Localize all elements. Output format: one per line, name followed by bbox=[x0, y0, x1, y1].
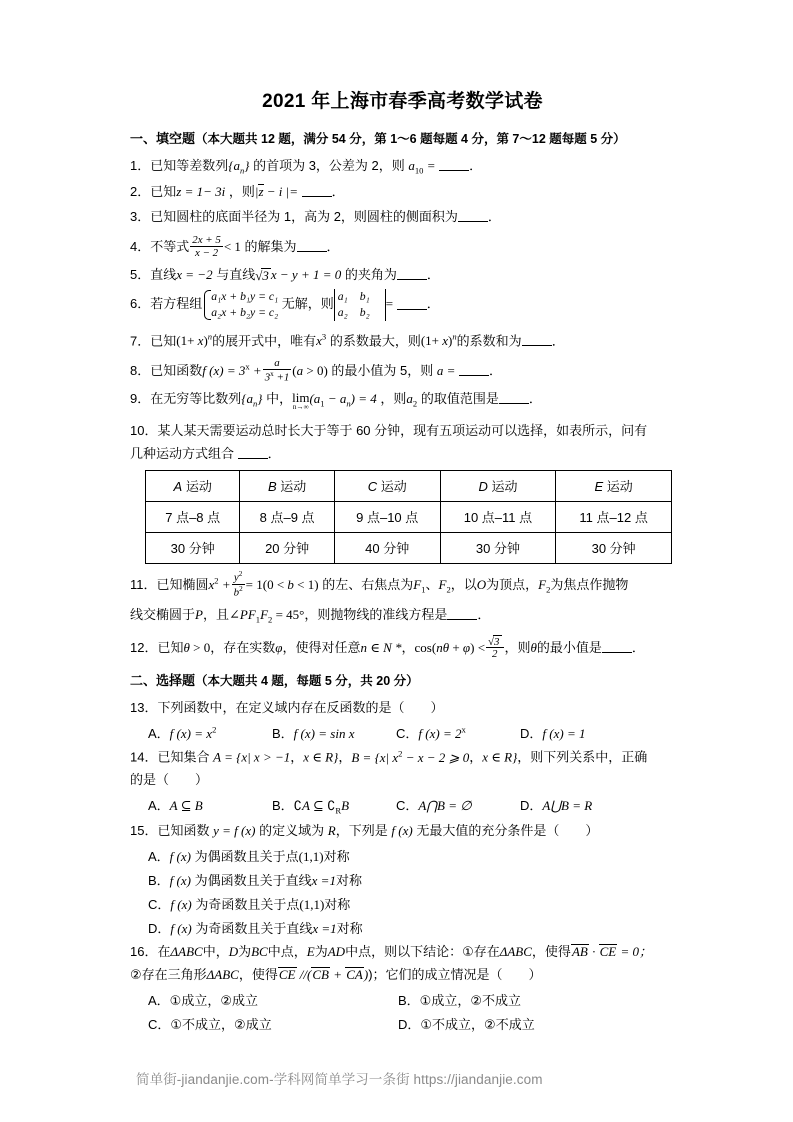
q2-number: 2． bbox=[130, 184, 151, 200]
vector-ca: CA bbox=[346, 966, 363, 982]
q14-line2: 的是 bbox=[130, 771, 157, 787]
q11-number: 11． bbox=[130, 577, 157, 593]
table-cell-duration-1: 20 分钟 bbox=[240, 533, 334, 564]
q4-text-2: 的解集为 bbox=[244, 238, 297, 254]
q15-option-c[interactable]: C．f (x) 为奇函数且关于点(1,1)对称 bbox=[148, 897, 351, 913]
q7-text-2: 的展开式中，唯有 bbox=[212, 333, 317, 349]
question-15-options bbox=[130, 845, 675, 941]
q5-number: 5． bbox=[130, 267, 151, 283]
q12-text-4: ， bbox=[401, 639, 415, 655]
question-1: 1．已知等差数列$\{a_n\}$ 的首项为 3，公差为 2，则 $a_{10}$ = ． bbox=[130, 157, 483, 176]
q7-tail: ． bbox=[551, 333, 565, 349]
q14-option-d[interactable]: D．A⋃B = R bbox=[520, 798, 593, 814]
vector-ce: CE bbox=[599, 944, 617, 960]
table-row-times bbox=[146, 502, 672, 533]
q8-fraction: $\frac{a}{3^x +1}$ bbox=[264, 356, 290, 384]
question-4 bbox=[130, 232, 675, 261]
q3-answer-blank[interactable] bbox=[458, 221, 488, 222]
section-heading-multiple-choice bbox=[130, 671, 675, 691]
q3-number: 3． bbox=[130, 209, 151, 225]
footer-watermark: 简单街-jiandanjie.com-学科网简单学习一条街 https://jiandanjie.com bbox=[136, 1072, 543, 1087]
page-title: 2021 年上海市春季高考数学试卷 bbox=[262, 91, 543, 112]
q2-answer-blank[interactable] bbox=[302, 196, 332, 197]
q9-answer-blank[interactable] bbox=[499, 403, 529, 404]
q8-text-1: 已知函数 bbox=[150, 362, 203, 378]
q8-tail: ． bbox=[489, 362, 503, 378]
section-heading-fill-in-blank bbox=[130, 129, 675, 149]
q15-stem-d: 无最大值的充分条件是 bbox=[416, 822, 547, 838]
q6-tail: ． bbox=[426, 296, 440, 312]
q7-answer-blank[interactable] bbox=[522, 345, 552, 346]
q11-text-1: 已知椭圆 bbox=[156, 577, 209, 593]
q12-number: 12． bbox=[130, 639, 158, 655]
table-row-durations bbox=[146, 533, 672, 564]
q6-text-1: 若方程组 bbox=[150, 296, 203, 312]
section2-scoring: （本大题共 4 题，每题 5 分，共 20 分） bbox=[195, 674, 419, 689]
q7-number: 7． bbox=[130, 333, 151, 349]
q14-stem-a: 已知集合 bbox=[157, 749, 210, 765]
q10-tail: ． bbox=[267, 445, 281, 461]
q11-text-5: 为焦点作抛物 bbox=[550, 577, 629, 593]
q15-stem-c: ，下列是 bbox=[335, 822, 388, 838]
q11-line2-c: ，则抛物线的准线方程是 bbox=[304, 606, 448, 622]
q1-answer-blank[interactable] bbox=[439, 170, 469, 171]
q6-text-2: 无解，则 bbox=[281, 296, 334, 312]
q11-text-2: 的左、右焦点为 bbox=[322, 577, 414, 593]
q3-text: 已知圆柱的底面半径为 1，高为 2，则圆柱的侧面积为 bbox=[150, 209, 458, 225]
q11-text-4: 为顶点， bbox=[486, 577, 539, 593]
q14-option-b[interactable]: B．∁A ⊆ $∁_RB$ bbox=[272, 794, 396, 819]
table-cell-duration-3: 30 分钟 bbox=[440, 533, 556, 564]
table-cell-header-4: E 运动 bbox=[556, 471, 672, 502]
q7-text-4: 的系数和为 bbox=[456, 333, 522, 349]
question-5: 5．直线x = −2 与直线√3 x − y + 1 = 0 的夹角为 ． bbox=[130, 264, 675, 286]
q10-text-line2: 几种运动方式组合 bbox=[130, 445, 235, 461]
q12-text-5: ，则 bbox=[504, 639, 531, 655]
q9-text-3: ，则 bbox=[380, 390, 407, 406]
question-11: 11．已知椭圆$x^2$ + $\frac{y^2}{b^2}$ = 1(0 < b < 1) 的左、右焦点为$F_1$、$F_2$，以O为顶点，$F_2$为焦点作抛物 线交椭圆于P，且$\angle PF_1F_2 = 45^\circ$，则抛物线的准线方程是 ． bbox=[130, 570, 629, 625]
question-13 bbox=[130, 697, 675, 719]
q9-limit: lim n→∞ bbox=[292, 390, 310, 412]
question-6 bbox=[130, 289, 675, 321]
q13-option-d[interactable]: D．f (x) = 1 bbox=[520, 726, 586, 742]
q8-number: 8． bbox=[130, 362, 151, 378]
q7-text-1: 已知 bbox=[150, 333, 177, 349]
q5-text-3: 的夹角为 bbox=[344, 267, 397, 283]
q6-number: 6． bbox=[130, 296, 151, 312]
q15-stem-a: 已知函数 bbox=[157, 822, 210, 838]
question-16-options bbox=[130, 989, 675, 1037]
q6-equals: = bbox=[385, 296, 394, 312]
q14-answer-paren[interactable]: （ ） bbox=[156, 771, 209, 787]
vector-cb: CB bbox=[312, 966, 329, 982]
q9-text-1: 在无穷等比数列 bbox=[150, 390, 242, 406]
question-9: 9．在无穷等比数列$\{a_n\}$ 中， lim n→∞ $(a_1 - a_n) = 4$ ，则$a_2$ 的取值范围是 ． bbox=[130, 390, 542, 412]
table-cell-header-3: D 运动 bbox=[440, 471, 556, 502]
q13-option-c[interactable]: C．f $(x) = 2^x$ bbox=[396, 724, 466, 742]
q5-answer-blank[interactable] bbox=[397, 279, 427, 280]
q11-line2-b: ，且 bbox=[202, 606, 229, 622]
table-cell-time-3: 10 点–11 点 bbox=[440, 502, 556, 533]
q10-text-line1: 某人某天需要运动总时长大于等于 60 分钟，现有五项运动可以选择，如表所示，问有 bbox=[157, 423, 648, 439]
q12-tail: ． bbox=[631, 639, 645, 655]
q16-option-a[interactable]: A．①成立，②成立 bbox=[148, 993, 258, 1008]
q5-text-1: 直线 bbox=[150, 267, 177, 283]
q15-answer-paren[interactable]: （ ） bbox=[546, 822, 599, 838]
table-cell-time-4: 11 点–12 点 bbox=[556, 502, 672, 533]
q12-fraction: $\frac{√3}{2}$ bbox=[486, 634, 503, 660]
q5-tail: ． bbox=[426, 267, 440, 283]
q1-number: 1． bbox=[130, 157, 151, 173]
q13-option-b[interactable]: B．f (x) = sin x bbox=[272, 726, 355, 742]
q4-tail: ． bbox=[326, 238, 340, 254]
q15-option-b[interactable]: B．f (x) 为偶函数且关于直线x =1对称 bbox=[148, 873, 362, 889]
q15-option-d[interactable]: D．f (x) 为奇函数且关于直线x =1对称 bbox=[148, 921, 363, 937]
section2-label: 二、选择题 bbox=[130, 673, 196, 689]
question-2: 2．已知z = 1− 3i ，则|z − i |= ． bbox=[130, 184, 345, 200]
q14-stem-b: ，则下列关系中，正确 bbox=[517, 749, 648, 765]
q1-text-2: 的首项为 3，公差为 2，则 bbox=[253, 157, 405, 173]
q11-answer-blank[interactable] bbox=[447, 619, 477, 620]
q14-number: 14． bbox=[130, 749, 158, 765]
q12-answer-blank[interactable] bbox=[602, 652, 632, 653]
q9-text-4: 的取值范围是 bbox=[420, 390, 499, 406]
q4-text-1: 不等式 bbox=[150, 238, 190, 254]
table-cell-duration-0: 30 分钟 bbox=[146, 533, 240, 564]
q13-option-a[interactable]: A．f $(x) = x^2$ bbox=[148, 724, 217, 742]
q15-number: 15． bbox=[130, 822, 158, 838]
q2-tail: ． bbox=[331, 184, 345, 200]
q11-text-3: ，以 bbox=[450, 577, 477, 593]
q4-answer-blank[interactable] bbox=[297, 251, 327, 252]
q14-option-a[interactable]: A．A ⊆ B bbox=[148, 798, 203, 814]
complement-icon: ∁ bbox=[293, 798, 302, 814]
q14-option-c[interactable]: C．A⋂B = ∅ bbox=[396, 798, 472, 814]
question-8: 8．已知函数f $(x) = 3^x$ + $\frac{a}{3^x +1}$ (a > 0) 的最小值为 5，则 a = ． bbox=[130, 356, 503, 384]
q9-number: 9． bbox=[130, 390, 151, 406]
q6-determinant: a₁ b₁ a₂ b₂ bbox=[334, 289, 386, 321]
q5-text-2: 与直线 bbox=[216, 267, 256, 283]
q4-compare: < 1 bbox=[223, 238, 241, 254]
q2-text-1: 已知 bbox=[150, 184, 177, 200]
q13-number: 13． bbox=[130, 699, 158, 715]
q8-text-2: 的最小值为 5，则 bbox=[331, 362, 434, 378]
q12-text-2: ，存在实数 bbox=[210, 639, 276, 655]
q1-text-1: 已知等差数列 bbox=[150, 157, 229, 173]
vector-ab: AB bbox=[571, 944, 588, 960]
sqrt-icon: √3 bbox=[255, 268, 269, 284]
q10-answer-blank[interactable] bbox=[238, 458, 268, 459]
q15-stem-b: 的定义域为 bbox=[259, 822, 325, 838]
q7-text-3: 的系数最大，则 bbox=[329, 333, 421, 349]
q11-fraction: $\frac{y^2}{b^2}$ bbox=[233, 570, 243, 599]
q12-text-1: 已知 bbox=[157, 639, 184, 655]
question-3 bbox=[130, 206, 675, 228]
question-12: 12．已知θ > 0，存在实数φ，使得对任意n ∈ N *，cos(nθ + φ) < $\frac{√3}{2}$ ，则θ的最小值是 ． bbox=[130, 636, 645, 661]
q6-equation-system: a₁x + b₁y = c₁ a₂x + b₂y = c₂ bbox=[202, 289, 278, 321]
table-cell-header-1: B 运动 bbox=[240, 471, 334, 502]
q16-option-c[interactable]: C．①不成立，②成立 bbox=[148, 1017, 272, 1033]
q8-answer-blank[interactable] bbox=[459, 375, 489, 376]
table-cell-header-2: C 运动 bbox=[334, 471, 440, 502]
q9-text-2: 中， bbox=[266, 390, 293, 406]
table-cell-duration-2: 40 分钟 bbox=[334, 533, 440, 564]
question-7: 7．已知$(1+ x)^n$的展开式中，唯有$x^3$ 的系数最大，则$(1+ x)^n$的系数和为 ． bbox=[130, 332, 565, 349]
question-10 bbox=[130, 420, 675, 465]
table-cell-time-0: 7 点–8 点 bbox=[146, 502, 240, 533]
table-cell-header-0: A 运动 bbox=[146, 471, 240, 502]
q13-stem: 下列函数中，在定义域内存在反函数的是 bbox=[157, 699, 392, 715]
table-row-headers bbox=[146, 471, 672, 502]
q3-tail: ． bbox=[487, 209, 501, 225]
q16-option-d[interactable]: D．①不成立，②不成立 bbox=[398, 1017, 535, 1033]
paper-content bbox=[130, 86, 675, 1037]
q2-text-2: ，则 bbox=[228, 184, 255, 200]
q11-line2-a: 线交椭圆于 bbox=[130, 606, 196, 622]
sport-schedule-table bbox=[145, 470, 672, 564]
section1-label: 一、填空题 bbox=[130, 131, 196, 146]
q15-option-a[interactable]: A．f (x) 为偶函数且关于点(1,1)对称 bbox=[148, 849, 350, 865]
q1-tail: ． bbox=[469, 157, 483, 173]
q16-answer-paren[interactable]: （ ） bbox=[489, 966, 542, 982]
q4-fraction: $\frac{2x + 5}{x - 2}$ bbox=[192, 233, 221, 259]
q6-answer-blank[interactable] bbox=[397, 309, 427, 310]
question-14-options bbox=[130, 794, 675, 819]
q13-answer-paren[interactable]: （ ） bbox=[391, 699, 444, 715]
table-cell-time-1: 8 点–9 点 bbox=[240, 502, 334, 533]
table-cell-duration-4: 30 分钟 bbox=[556, 533, 672, 564]
q16-number: 16． bbox=[130, 944, 158, 960]
section1-scoring: （本大题共 12 题，满分 54 分，第 1～6 题每题 4 分，第 7～12 题每题 5 分） bbox=[195, 132, 626, 146]
q5-expr-1: x = −2 bbox=[176, 267, 213, 283]
question-14: 14．已知集合 A = {x| x > −1，x ∈ R}，B = {x| $x^2 - x - 2$ ⩾ 0，x ∈ R}，则下列关系中，正确 的是（ ） bbox=[130, 748, 648, 787]
table-cell-time-2: 9 点–10 点 bbox=[334, 502, 440, 533]
q11-tail: ． bbox=[477, 606, 491, 622]
q12-text-3: ，使得对任意 bbox=[282, 639, 361, 655]
q4-number: 4． bbox=[130, 238, 151, 254]
q16-option-b[interactable]: B．①成立，②不成立 bbox=[398, 993, 521, 1008]
q12-text-6: 的最小值是 bbox=[536, 639, 602, 655]
q9-tail: ． bbox=[528, 390, 542, 406]
question-16: 16．在ΔABC中，D为BC中点，E为AD中点，则以下结论：①存在ΔABC，使得AB · CE = 0； ②存在三角形ΔABC，使得CE //(CB + CA))；它们的成立情况是（ ） bbox=[130, 944, 652, 982]
question-15: 15．已知函数 y = f (x) 的定义域为 R，下列是 f (x) 无最大值的充分条件是（ ） bbox=[130, 822, 599, 838]
q10-number: 10． bbox=[130, 423, 158, 439]
vector-ce-2: CE bbox=[278, 966, 296, 982]
question-13-options bbox=[130, 722, 675, 746]
